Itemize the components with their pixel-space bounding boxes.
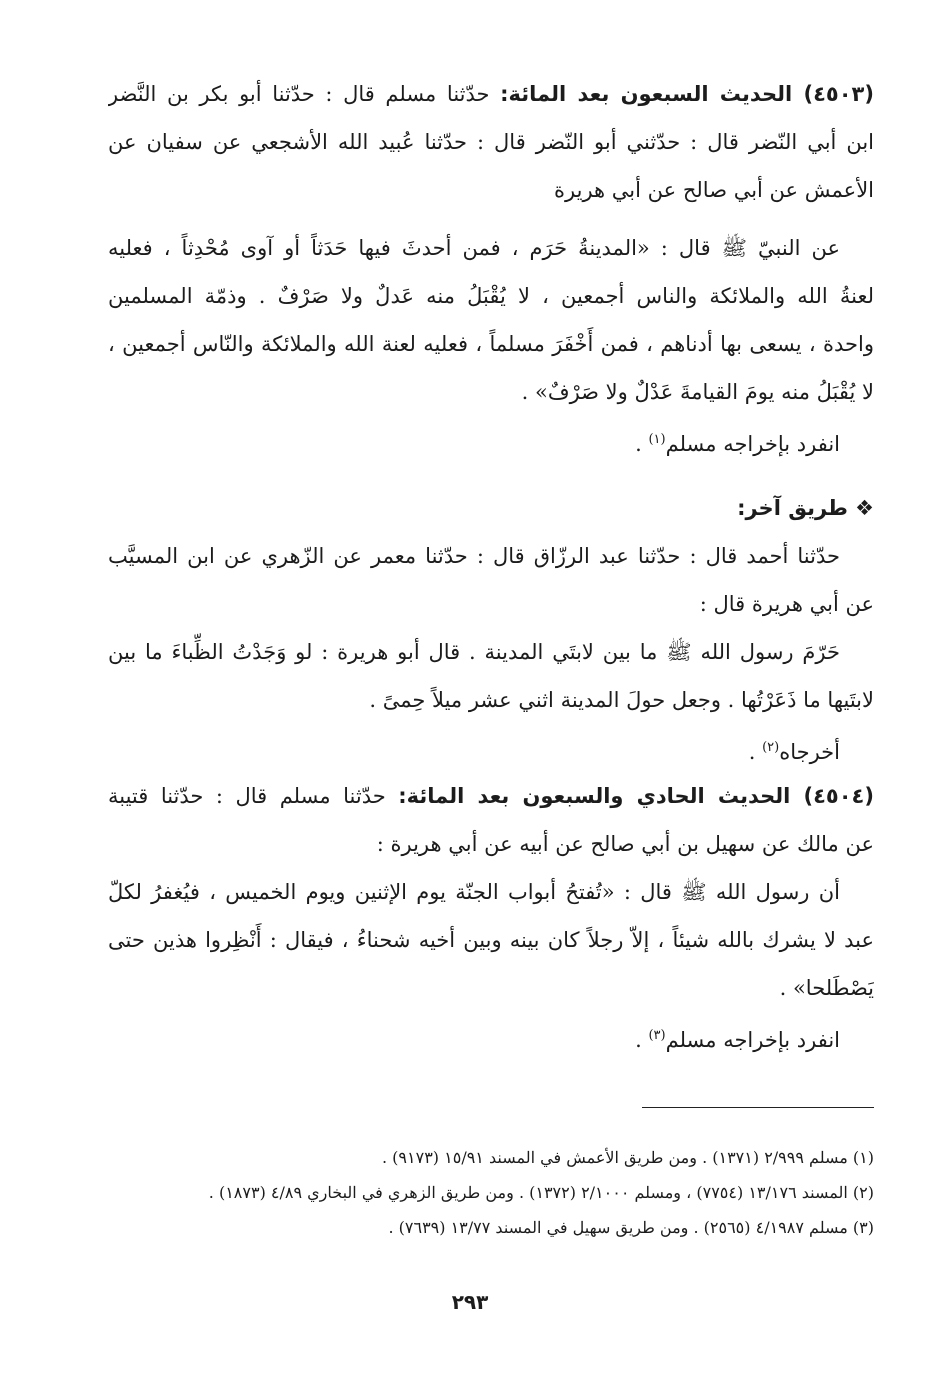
footnotes — [90, 1140, 874, 1245]
hadith-4503-matn-line: لا يُقْبَلُ منه يومَ القيامةَ عَدْلٌ ولا صَرْفٌ» . — [521, 380, 874, 404]
alt-path-takhrij — [108, 724, 874, 772]
alt-path-matn-line: لابتَيها ما ذَعَرْتُها . وجعل حولَ المدينة اثني عشر ميلاً حِمىً . — [369, 688, 874, 712]
alt-path-heading: ❖ طريق آخر: — [737, 496, 874, 520]
hadith-4503-matn-line: لعنةُ الله والملائكة والناس أجمعين ، لا يُقْبَلُ منه عَدلٌ ولا صَرْفٌ . وذمّة المسلمين — [108, 284, 874, 308]
alt-path-matn-line: حَرّمَ رسول الله ﷺ ما بين لابتَي المدينة . قال أبو هريرة : لو وَجَدْتُ الظِّباءَ ما بين — [108, 640, 840, 664]
takhrij-end: . — [635, 432, 649, 456]
footnote-item: (٢) المسند ١٣/١٧٦ (٧٧٥٤) ، ومسلم ٢/١٠٠٠ (١٣٧٢) . ومن طريق الزهري في البخاري ٤/٨٩ (١٨٧٣) . — [208, 1183, 874, 1202]
footnote-ref-3: (٣) — [648, 1028, 666, 1043]
alt-path-isnad-line: حدّثنا أحمد قال : حدّثنا عبد الرزّاق قال : حدّثنا معمر عن الزّهري عن ابن المسيَّب — [108, 544, 840, 568]
hadith-4503-isnad-line: الأعمش عن أبي صالح عن أبي هريرة — [554, 178, 874, 202]
takhrij-end: . — [748, 740, 763, 764]
footnote-ref-1: (١) — [648, 432, 666, 447]
footnote-ref-2: (٢) — [762, 740, 780, 755]
page-body — [108, 70, 874, 1060]
hadith-4504-matn-line: عبد لا يشرك بالله شيئاً ، إلاّ رجلاً كان بينه وبين أخيه شحناءُ ، فيقال : أَنْظِروا هذين حتى — [108, 928, 874, 952]
hadith-4504-takhrij — [108, 1012, 874, 1060]
footnote-item: (٣) مسلم ٤/١٩٨٧ (٢٥٦٥) . ومن طريق سهيل في المسند ١٣/٧٧ (٧٦٣٩) . — [388, 1218, 874, 1237]
footnote-divider — [642, 1107, 874, 1108]
hadith-4503-heading: (٤٥٠٣) الحديث السبعون بعد المائة: — [500, 82, 874, 106]
hadith-4503-isnad-line: ابن أبي النّضر قال : حدّثني أبو النّضر قال : حدّثنا عُبيد الله الأشجعي عن سفيان عن — [108, 130, 874, 154]
takhrij-end: . — [635, 1028, 649, 1052]
hadith-4504-isnad-line: حدّثنا مسلم قال : حدّثنا قتيبة — [108, 784, 386, 808]
hadith-4503-matn-line: واحدة ، يسعى بها أدناهم ، فمن أَخْفَرَ مسلماً ، فعليه لعنة الله والملائكة والنّاس أجمعين ، — [108, 332, 874, 356]
alt-path-isnad-line: عن أبي هريرة قال : — [699, 592, 874, 616]
takhrij-text: انفرد بإخراجه مسلم — [665, 432, 840, 456]
footnote-item: (١) مسلم ٢/٩٩٩ (١٣٧١) . ومن طريق الأعمش في المسند ١٥/٩١ (٩١٧٣) . — [382, 1148, 874, 1167]
hadith-4504-matn-line: يَصْطَلحا» . — [779, 976, 874, 1000]
takhrij-text: أخرجاه — [779, 740, 840, 764]
takhrij-text: انفرد بإخراجه مسلم — [665, 1028, 840, 1052]
page-number: ٢٩٣ — [451, 1290, 489, 1314]
hadith-4503-takhrij — [108, 416, 874, 464]
hadith-4504-heading: (٤٥٠٤) الحديث الحادي والسبعون بعد المائة: — [398, 784, 874, 808]
hadith-4503-matn-line: عن النبيّ ﷺ قال : «المدينةُ حَرَم ، فمن أحدثَ فيها حَدَثاً أو آوى مُحْدِثاً ، فعليه — [108, 236, 840, 260]
hadith-4504-matn-line: أن رسول الله ﷺ قال : «تُفتحُ أبواب الجنّة يوم الإثنين ويوم الخميس ، فيُغفرُ لكلّ — [108, 880, 840, 904]
hadith-4503-isnad-line: حدّثنا مسلم قال : حدّثنا أبو بكر بن النَّضر — [108, 82, 490, 106]
hadith-4504-first-line — [108, 772, 874, 820]
hadith-4504-isnad-line: عن مالك عن سهيل بن أبي صالح عن أبيه عن أبي هريرة : — [376, 832, 874, 856]
hadith-4503-first-line — [108, 70, 874, 118]
